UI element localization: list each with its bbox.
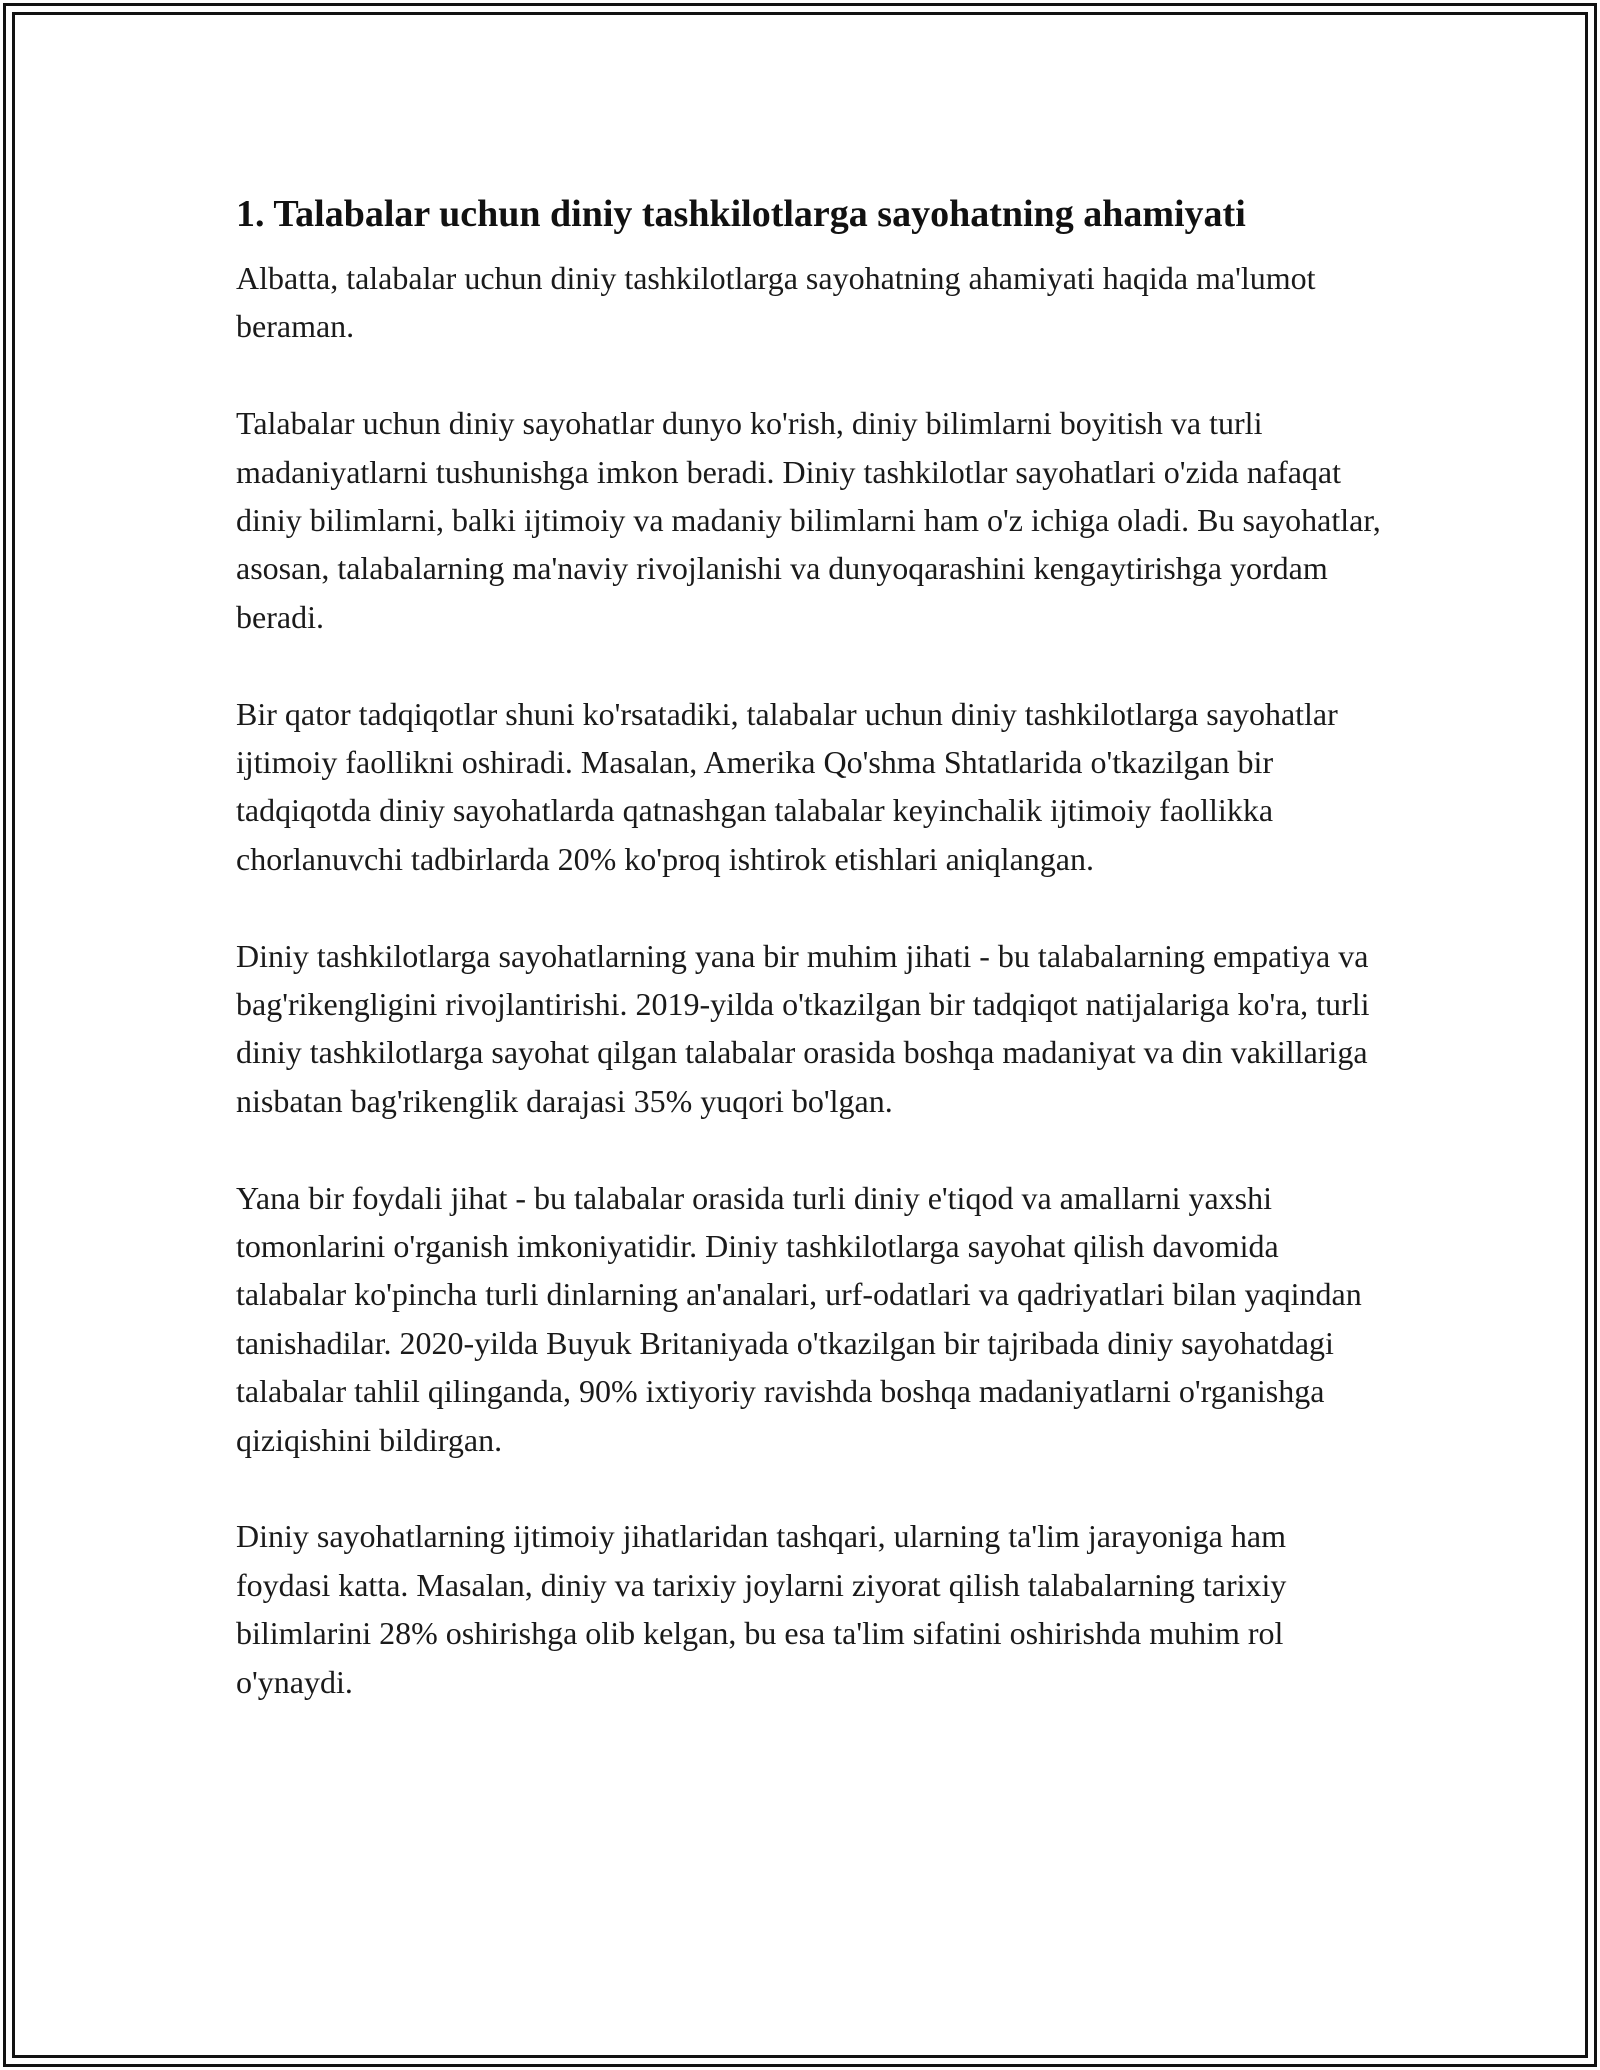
paragraph-empathy: Diniy tashkilotlarga sayohatlarning yana bir muhim jihati - bu talabalarning empatiya va bag'rikengligini rivojlantirishi. 2019-yilda o'tkazilgan bir tadqiqot natijalariga ko'ra, turli diniy tashkilotlarga sayohat qilgan talabalar orasida boshqa madaniyat va din vakillariga nisbatan bag'rikenglik darajasi 35% yuqori bo'lgan. xyxy=(236,937,1370,1119)
paragraph-overview: Talabalar uchun diniy sayohatlar dunyo ko'rish, diniy bilimlarni boyitish va turli madaniyatlarni tushunishga imkon beradi. Diniy tashkilotlar sayohatlari o'zida nafaqat diniy bilimlarni, balki ijtimoiy va madaniy bilimlarni ham o'z ichiga oladi. Bu sayohatlar, asosan, talabalarning ma'naviy rivojlanishi va dunyoqarashini kengaytirishga yordam beradi. xyxy=(236,405,1381,635)
paragraph-education-benefit: Diniy sayohatlarning ijtimoiy jihatlaridan tashqari, ularning ta'lim jarayoniga ham foydasi katta. Masalan, diniy va tarixiy joylarni ziyorat qilish talabalarning tarixiy bilimlarini 28% oshirishga olib kelgan, bu esa ta'lim sifatini oshirishda muhim rol o'ynaydi. xyxy=(236,1518,1287,1700)
document-body xyxy=(236,186,1386,1706)
paragraph-learning-traditions: Yana bir foydali jihat - bu talabalar orasida turli diniy e'tiqod va amallarni yaxshi tomonlarini o'rganish imkoniyatidir. Diniy tashkilotlarga sayohat qilish davomida talabalar ko'pincha turli dinlarning an'analari, urf-odatlari va qadriyatlari bilan yaqindan tanishadilar. 2020-yilda Buyuk Britaniyada o'tkazilgan bir tajribada diniy sayohatdagi talabalar tahlil qilinganda, 90% ixtiyoriy ravishda boshqa madaniyatlarni o'rganishga qiziqishini bildirgan. xyxy=(236,1179,1362,1458)
section-title: 1. Talabalar uchun diniy tashkilotlarga sayohatning ahamiyati xyxy=(236,193,1246,235)
paragraph-social-activity: Bir qator tadqiqotlar shuni ko'rsatadiki, talabalar uchun diniy tashkilotlarga sayohatlar ijtimoiy faollikni oshiradi. Masalan, Amerika Qo'shma Shtatlarida o'tkazilgan bir tadqiqotda diniy sayohatlarda qatnashgan talabalar keyinchalik ijtimoiy faollikka chorlanuvchi tadbirlarda 20% ko'proq ishtirok etishlari aniqlangan. xyxy=(236,695,1338,877)
paragraph-intro: Albatta, talabalar uchun diniy tashkilotlarga sayohatning ahamiyati haqida ma'lumot beraman. xyxy=(236,260,1316,345)
